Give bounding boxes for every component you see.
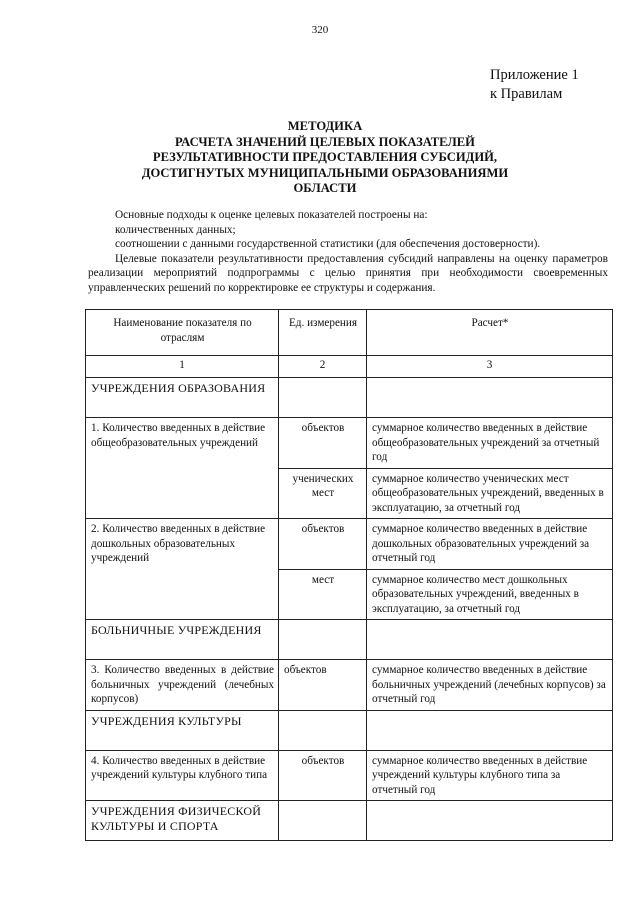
indicator-3-name: 3. Количество введенных в действие больничных учреждений (лечебных корпусов) (86, 660, 279, 711)
table-row (86, 519, 613, 570)
section-row-culture (86, 710, 613, 750)
indicator-2-name: 2. Количество введенных в действие дошкольных образовательных учреждений (86, 519, 279, 620)
indicator-2-unit-b: мест (279, 569, 367, 620)
section-sport: УЧРЕЖДЕНИЯ ФИЗИЧЕСКОЙ КУЛЬТУРЫ И СПОРТА (86, 801, 279, 841)
intro-line-3: соотношении с данными государственной статистики (для обеспечения достоверности). (115, 238, 541, 250)
page-number: 320 (311, 24, 329, 36)
indicator-2-calc-b: суммарное количество мест дошкольных образовательных учреждений, введенных в эксплуатацию, за отчетный год (367, 569, 613, 620)
indicator-4-name: 4. Количество введенных в действие учреждений культуры клубного типа (86, 750, 279, 801)
intro-text (88, 208, 608, 295)
heading-line-2: РАСЧЕТА ЗНАЧЕНИЙ ЦЕЛЕВЫХ ПОКАЗАТЕЛЕЙ (175, 134, 475, 149)
section-row-hospital (86, 620, 613, 660)
indicator-3-unit: объектов (279, 660, 367, 711)
intro-line-1: Основные подходы к оценке целевых показателей построены на: (115, 209, 428, 221)
section-education: УЧРЕЖДЕНИЯ ОБРАЗОВАНИЯ (86, 378, 279, 418)
section-culture: УЧРЕЖДЕНИЯ КУЛЬТУРЫ (86, 710, 279, 750)
indicator-3-calc: суммарное количество введенных в действие больничных учреждений (лечебных корпусов) за отчетный год (367, 660, 613, 711)
column-number-3: 3 (367, 356, 613, 378)
appendix-line-2: к Правилам (490, 86, 563, 102)
header-name: Наименование показателя по отраслям (86, 310, 279, 356)
indicator-1-unit-b: ученических мест (279, 468, 367, 519)
intro-paragraph: Целевые показатели результативности предоставления субсидий направлены на оценку параметров реализации мероприятий подпрограммы с целью принятия при необходимости своевременных управленческих решений по корректировке ее структуры и содержания. (88, 252, 608, 294)
appendix-label (490, 66, 579, 104)
indicator-1-calc-a: суммарное количество введенных в действие общеобразовательных учреждений за отчетный год (367, 418, 613, 469)
heading-line-1: МЕТОДИКА (287, 119, 363, 133)
document-heading (120, 119, 530, 197)
table-row (86, 418, 613, 469)
section-row-sport (86, 801, 613, 841)
indicator-1-calc-b: суммарное количество ученических мест общеобразовательных учреждений, введенных в эксплуатацию, за отчетный год (367, 468, 613, 519)
section-row-education (86, 378, 613, 418)
heading-line-4: ДОСТИГНУТЫХ МУНИЦИПАЛЬНЫМИ ОБРАЗОВАНИЯМИ (141, 165, 509, 180)
heading-line-5: ОБЛАСТИ (293, 181, 357, 195)
heading-line-3: РЕЗУЛЬТАТИВНОСТИ ПРЕДОСТАВЛЕНИЯ СУБСИДИЙ, (152, 150, 498, 164)
table-row (86, 660, 613, 711)
indicator-2-calc-a: суммарное количество введенных в действие дошкольных образовательных учреждений за отчетный год (367, 519, 613, 570)
header-unit: Ед. измерения (279, 310, 367, 356)
indicator-4-unit: объектов (279, 750, 367, 801)
appendix-line-1: Приложение 1 (490, 67, 579, 83)
indicator-2-unit-a: объектов (279, 519, 367, 570)
intro-line-2: количественных данных; (115, 223, 236, 236)
column-number-row (86, 356, 613, 378)
column-number-2: 2 (279, 356, 367, 378)
column-number-1: 1 (86, 356, 279, 378)
table-row (86, 750, 613, 801)
indicator-1-unit-a: объектов (279, 418, 367, 469)
section-hospital: БОЛЬНИЧНЫЕ УЧРЕЖДЕНИЯ (86, 620, 279, 660)
indicators-table (85, 309, 613, 841)
indicator-4-calc: суммарное количество введенных в действие учреждений культуры клубного типа за отчетный год (367, 750, 613, 801)
table-header-row (86, 310, 613, 356)
indicator-1-name: 1. Количество введенных в действие общеобразовательных учреждений (86, 418, 279, 519)
header-calc: Расчет* (367, 310, 613, 356)
